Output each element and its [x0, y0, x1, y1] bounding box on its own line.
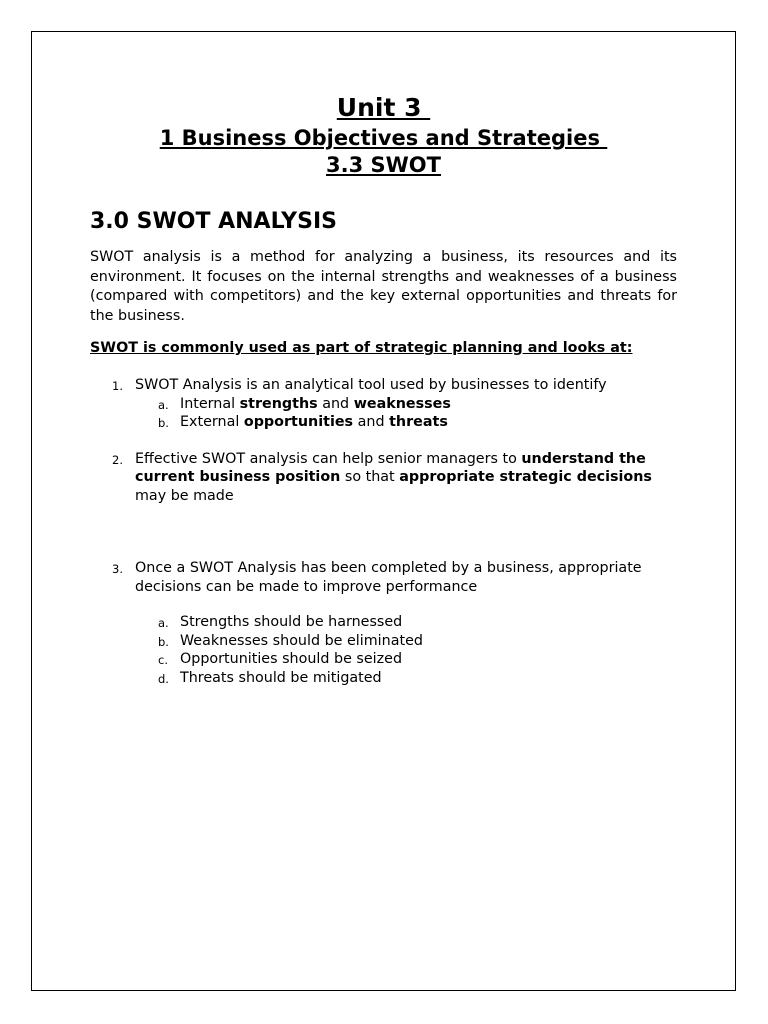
list-item: [90, 559, 677, 687]
main-list: [90, 376, 677, 687]
list-item-text: Once a SWOT Analysis has been completed by a business, appropriate decisions can be made to improve performance: [135, 560, 642, 595]
sub-list-item: [135, 413, 677, 432]
sub-item-text: Internal: [180, 395, 240, 412]
list-item-text: Effective SWOT analysis can help senior managers to: [135, 450, 522, 467]
sub-item-text: and: [353, 414, 390, 430]
sub-item-bold: threats: [389, 414, 448, 430]
list-number: 2.: [112, 452, 123, 467]
list-item: [90, 450, 677, 506]
section-heading: 3.0 SWOT ANALYSIS: [90, 209, 337, 234]
sub-item-bold: strengths: [239, 395, 318, 412]
list-item-text: so that: [340, 469, 400, 485]
sub-list-letter: b.: [158, 416, 169, 430]
sub-list-letter: d.: [158, 671, 169, 686]
subtopic-title: 3.3 SWOT: [326, 153, 441, 177]
list-item-bold: appropriate strategic decisions: [399, 469, 652, 485]
topic-title: 1 Business Objectives and Strategies: [159, 126, 608, 150]
sub-item-text: and: [317, 395, 354, 412]
sub-item-text: External: [180, 414, 244, 430]
unit-title: Unit 3: [336, 93, 431, 122]
list-item-text: SWOT Analysis is an analytical tool used by businesses to identify: [135, 377, 607, 393]
sub-item-text: Threats should be mitigated: [180, 669, 382, 686]
sub-item-text: Opportunities should be seized: [180, 651, 403, 667]
list-item-text: may be made: [135, 487, 234, 504]
sub-item-text: Weaknesses should be eliminated: [180, 632, 423, 649]
list-number: 1.: [112, 379, 123, 393]
sub-item-bold: opportunities: [243, 414, 354, 430]
spacer: [135, 596, 677, 613]
intro-paragraph: SWOT analysis is a method for analyzing a business, its resources and its environment. It focuses on the internal strengths and weaknesses of a business (compared with competitors) and the key external opportunities and threats for the business.: [90, 249, 677, 324]
sub-list-item: [135, 632, 677, 651]
sub-list-letter: b.: [158, 634, 169, 649]
sub-list-letter: c.: [158, 653, 168, 667]
swot-subheading: SWOT is commonly used as part of strategic planning and looks at:: [90, 340, 633, 356]
sub-list-item: [135, 613, 677, 632]
list-number: 3.: [112, 562, 123, 576]
sub-list-letter: a.: [158, 616, 169, 630]
document-body: [90, 206, 677, 687]
title-block: [31, 92, 736, 178]
sub-list-item: [135, 669, 677, 688]
list-item-bold: understand the current business position: [135, 450, 646, 485]
sub-list: [135, 395, 677, 432]
sub-list-letter: a.: [158, 397, 169, 412]
sub-item-bold: weaknesses: [353, 395, 451, 412]
sub-list-item: [135, 395, 677, 414]
sub-list-item: [135, 650, 677, 669]
sub-item-text: Strengths should be harnessed: [180, 614, 403, 630]
list-item: [90, 376, 677, 432]
sub-list: [135, 613, 677, 687]
